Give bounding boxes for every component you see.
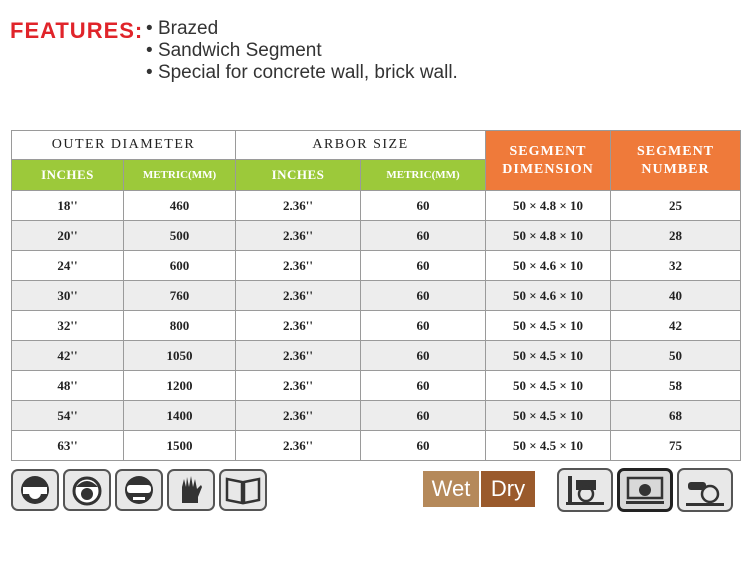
segment-number-cell: 28 xyxy=(611,221,741,251)
arbor-metric-cell: 60 xyxy=(361,221,486,251)
features-list xyxy=(146,18,458,84)
segment-dimension-cell: 50 × 4.5 × 10 xyxy=(486,311,611,341)
segment-number-cell: 25 xyxy=(611,191,741,221)
arbor-metric-cell: 60 xyxy=(361,431,486,461)
outer-diameter-header: OUTER DIAMETER xyxy=(12,131,236,160)
ear-protection-icon xyxy=(11,469,59,511)
table-row xyxy=(12,311,741,341)
goggles-icon xyxy=(115,469,163,511)
arbor-metric-cell: 60 xyxy=(361,341,486,371)
segment-dimension-header: SEGMENT DIMENSION xyxy=(486,131,611,191)
od-metric-cell: 1400 xyxy=(124,401,236,431)
segment-dimension-cell: 50 × 4.5 × 10 xyxy=(486,371,611,401)
od-metric-cell: 500 xyxy=(124,221,236,251)
od-inches-cell: 42'' xyxy=(12,341,124,371)
safety-icons xyxy=(11,469,267,511)
od-inches-cell: 32'' xyxy=(12,311,124,341)
feature-item: • Sandwich Segment xyxy=(146,40,458,62)
segment-number-cell: 50 xyxy=(611,341,741,371)
od-metric-cell: 1200 xyxy=(124,371,236,401)
arbor-inches-cell: 2.36'' xyxy=(236,251,361,281)
od-metric-cell: 800 xyxy=(124,311,236,341)
od-inches-header: INCHES xyxy=(12,160,124,191)
od-metric-cell: 760 xyxy=(124,281,236,311)
arbor-metric-cell: 60 xyxy=(361,311,486,341)
od-metric-cell: 600 xyxy=(124,251,236,281)
arbor-inches-cell: 2.36'' xyxy=(236,401,361,431)
arbor-inches-cell: 2.36'' xyxy=(236,311,361,341)
wet-badge: Wet xyxy=(423,471,479,507)
od-inches-cell: 24'' xyxy=(12,251,124,281)
floor-saw-icon xyxy=(617,468,673,512)
table-row xyxy=(12,431,741,461)
segment-dimension-cell: 50 × 4.8 × 10 xyxy=(486,191,611,221)
segment-dimension-cell: 50 × 4.5 × 10 xyxy=(486,401,611,431)
segment-number-cell: 75 xyxy=(611,431,741,461)
machine-icons xyxy=(557,468,733,512)
spec-table-body xyxy=(12,191,741,461)
table-row xyxy=(12,221,741,251)
segment-dimension-cell: 50 × 4.5 × 10 xyxy=(486,341,611,371)
segment-number-cell: 58 xyxy=(611,371,741,401)
arbor-inches-cell: 2.36'' xyxy=(236,341,361,371)
segment-dimension-cell: 50 × 4.6 × 10 xyxy=(486,251,611,281)
arbor-metric-header: METRIC(MM) xyxy=(361,160,486,191)
arbor-metric-cell: 60 xyxy=(361,191,486,221)
arbor-metric-cell: 60 xyxy=(361,281,486,311)
spec-table xyxy=(11,130,741,461)
segment-dimension-cell: 50 × 4.5 × 10 xyxy=(486,431,611,461)
table-row xyxy=(12,341,741,371)
od-metric-cell: 460 xyxy=(124,191,236,221)
dry-badge: Dry xyxy=(481,471,535,507)
table-row xyxy=(12,371,741,401)
feature-item: • Special for concrete wall, brick wall. xyxy=(146,62,458,84)
arbor-inches-cell: 2.36'' xyxy=(236,221,361,251)
od-inches-cell: 20'' xyxy=(12,221,124,251)
arbor-inches-cell: 2.36'' xyxy=(236,371,361,401)
table-row xyxy=(12,401,741,431)
hand-saw-icon xyxy=(677,468,733,512)
segment-number-cell: 68 xyxy=(611,401,741,431)
segment-number-cell: 40 xyxy=(611,281,741,311)
od-inches-cell: 54'' xyxy=(12,401,124,431)
segment-number-header: SEGMENT NUMBER xyxy=(611,131,741,191)
arbor-inches-header: INCHES xyxy=(236,160,361,191)
wall-saw-icon xyxy=(557,468,613,512)
manual-icon xyxy=(219,469,267,511)
od-inches-cell: 48'' xyxy=(12,371,124,401)
od-inches-cell: 18'' xyxy=(12,191,124,221)
arbor-size-header: ARBOR SIZE xyxy=(236,131,486,160)
features-title: FEATURES: xyxy=(10,18,144,43)
segment-dimension-cell: 50 × 4.6 × 10 xyxy=(486,281,611,311)
arbor-metric-cell: 60 xyxy=(361,371,486,401)
od-metric-header: METRIC(MM) xyxy=(124,160,236,191)
arbor-metric-cell: 60 xyxy=(361,401,486,431)
arbor-metric-cell: 60 xyxy=(361,251,486,281)
arbor-inches-cell: 2.36'' xyxy=(236,191,361,221)
od-inches-cell: 30'' xyxy=(12,281,124,311)
arbor-inches-cell: 2.36'' xyxy=(236,281,361,311)
segment-number-cell: 42 xyxy=(611,311,741,341)
gloves-icon xyxy=(167,469,215,511)
od-metric-cell: 1050 xyxy=(124,341,236,371)
table-row xyxy=(12,191,741,221)
segment-number-cell: 32 xyxy=(611,251,741,281)
table-row xyxy=(12,251,741,281)
segment-dimension-cell: 50 × 4.8 × 10 xyxy=(486,221,611,251)
arbor-inches-cell: 2.36'' xyxy=(236,431,361,461)
od-inches-cell: 63'' xyxy=(12,431,124,461)
wet-dry-usage xyxy=(423,471,535,507)
helmet-icon xyxy=(63,469,111,511)
feature-item: • Brazed xyxy=(146,18,458,40)
od-metric-cell: 1500 xyxy=(124,431,236,461)
table-row xyxy=(12,281,741,311)
